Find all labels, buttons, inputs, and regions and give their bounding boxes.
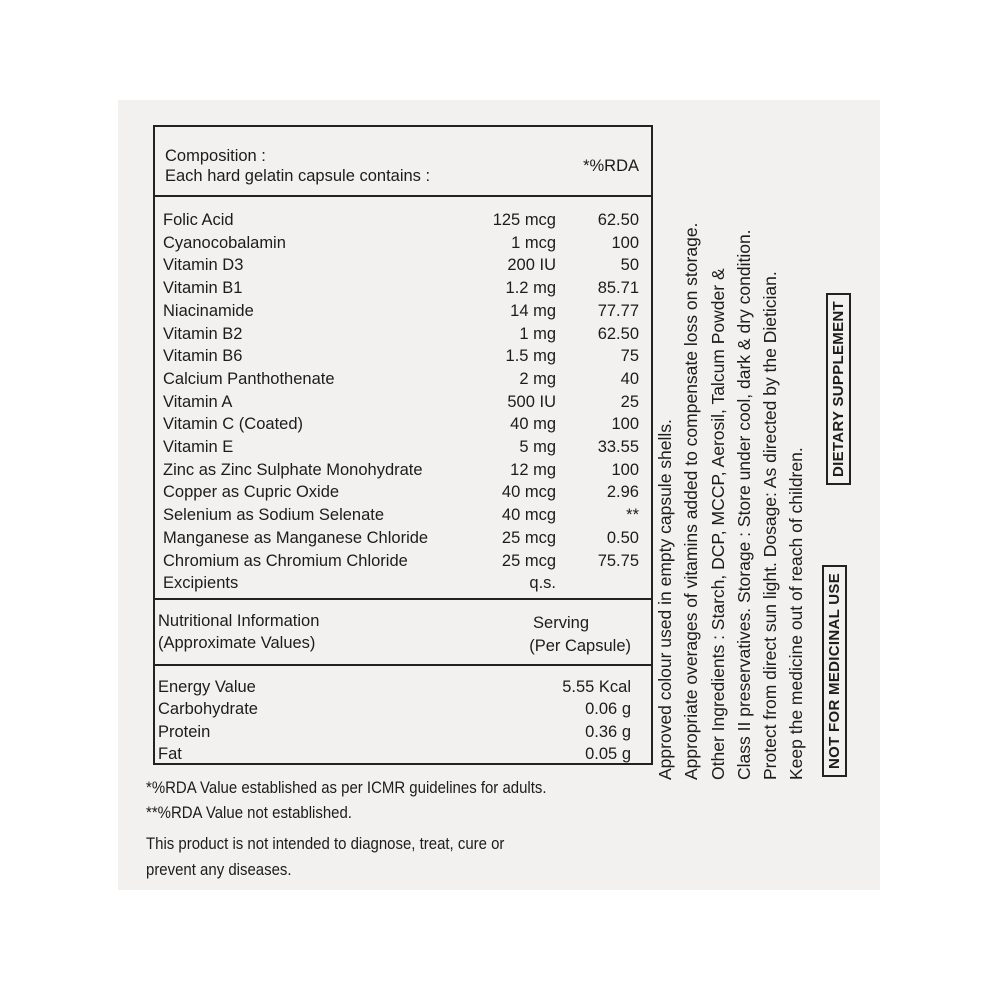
nutrition-row <box>155 698 651 721</box>
side-text-line: Approved colour used in empty capsule shells. <box>655 419 675 780</box>
ingredient-name: Vitamin C (Coated) <box>163 415 304 434</box>
nutrition-row <box>155 743 651 766</box>
composition-row <box>155 436 651 459</box>
disclaimer-line1: This product is not intended to diagnose, treat, cure or <box>146 834 505 853</box>
ingredient-name: Copper as Cupric Oxide <box>163 483 340 502</box>
nutrient-name: Protein <box>158 722 211 741</box>
ingredient-dose: 500 IU <box>507 392 556 411</box>
serving-line2: (Per Capsule) <box>529 637 631 655</box>
ingredient-rda: 75 <box>620 347 639 366</box>
composition-row <box>155 345 651 368</box>
ingredient-dose: 40 mg <box>510 415 556 434</box>
side-text-block <box>652 120 810 780</box>
composition-row <box>155 368 651 391</box>
ingredient-dose: 1 mg <box>519 324 556 343</box>
nutrient-value: 0.06 g <box>585 700 631 719</box>
ingredient-rda: 100 <box>611 460 639 479</box>
composition-row <box>155 254 651 277</box>
ingredient-rda: 62.50 <box>597 211 639 229</box>
ingredient-rda: 62.50 <box>597 324 639 343</box>
composition-row <box>155 572 651 595</box>
ingredient-rda: 0.50 <box>606 528 639 547</box>
ingredient-rda: 25 <box>620 392 639 411</box>
composition-row <box>155 459 651 482</box>
divider <box>155 598 651 600</box>
ingredient-name: Chromium as Chromium Chloride <box>163 551 408 570</box>
divider <box>155 195 651 197</box>
composition-heading: Composition : <box>165 147 266 165</box>
ingredient-rda: 75.75 <box>597 551 639 570</box>
composition-row <box>155 504 651 527</box>
composition-row <box>155 550 651 573</box>
ingredient-name: Vitamin E <box>163 438 234 456</box>
ingredient-rda: 85.71 <box>597 279 639 298</box>
rda-not-established-footnote: **%RDA Value not established. <box>146 803 352 822</box>
composition-row <box>155 481 651 504</box>
side-text-line: Appropriate overages of vitamins added to compensate loss on storage. <box>681 222 702 780</box>
ingredient-name: Vitamin B2 <box>163 324 243 343</box>
ingredient-rda: 50 <box>620 256 639 275</box>
ingredient-rda: 100 <box>611 415 639 434</box>
ingredient-dose: 25 mcg <box>501 528 556 547</box>
nutrition-row <box>155 676 651 699</box>
nutrition-heading-line2: (Approximate Values) <box>158 634 316 652</box>
rda-header: *%RDA <box>583 157 639 175</box>
ingredient-name: Vitamin D3 <box>163 256 244 275</box>
ingredient-rda: ** <box>626 506 639 525</box>
ingredient-dose: 40 mcg <box>501 483 556 502</box>
composition-row <box>155 527 651 550</box>
rda-footnote: *%RDA Value established as per ICMR guidelines for adults. <box>146 778 547 797</box>
ingredient-dose: 200 IU <box>507 256 556 275</box>
ingredient-dose: 125 mcg <box>492 211 556 229</box>
ingredient-name: Excipients <box>163 574 239 593</box>
ingredient-dose: q.s. <box>529 574 556 593</box>
ingredient-dose: 12 mg <box>510 460 556 479</box>
ingredient-rda: 40 <box>620 369 639 388</box>
nutrient-name: Fat <box>158 744 182 763</box>
ingredient-dose: 25 mcg <box>501 551 556 570</box>
nutrition-row <box>155 721 651 744</box>
ingredient-dose: 1.2 mg <box>505 279 556 298</box>
composition-row <box>155 391 651 414</box>
composition-subheading: Each hard gelatin capsule contains : <box>165 167 431 185</box>
ingredient-dose: 2 mg <box>519 369 556 388</box>
ingredient-name: Zinc as Zinc Sulphate Monohydrate <box>163 460 423 479</box>
ingredient-dose: 1 mcg <box>511 233 556 252</box>
ingredient-name: Niacinamide <box>163 301 254 320</box>
ingredient-dose: 40 mcg <box>501 506 556 525</box>
ingredient-rda: 33.55 <box>597 438 639 456</box>
composition-row <box>155 209 651 232</box>
composition-row <box>155 277 651 300</box>
not-medicinal-stamp: NOT FOR MEDICINAL USE <box>822 565 847 777</box>
nutrient-name: Carbohydrate <box>158 700 258 719</box>
ingredient-dose: 5 mg <box>519 438 556 456</box>
ingredient-name: Manganese as Manganese Chloride <box>163 528 429 547</box>
ingredient-name: Folic Acid <box>163 211 234 229</box>
divider <box>155 664 651 666</box>
ingredient-name: Calcium Panthothenate <box>163 369 335 388</box>
nutrient-value: 0.05 g <box>585 744 631 763</box>
ingredient-rda: 2.96 <box>606 483 639 502</box>
nutrition-heading-line1: Nutritional Information <box>158 612 320 630</box>
ingredient-dose: 14 mg <box>510 301 556 320</box>
side-text-line: Protect from direct sun light. Dosage: As directed by the Dietician. <box>760 271 781 780</box>
nutrient-value: 0.36 g <box>585 722 631 741</box>
dietary-supplement-stamp: DIETARY SUPPLEMENT <box>826 293 851 485</box>
ingredient-dose: 1.5 mg <box>505 347 556 366</box>
ingredient-name: Cyanocobalamin <box>163 233 286 252</box>
nutrient-name: Energy Value <box>158 678 256 696</box>
composition-row <box>155 232 651 255</box>
composition-row <box>155 413 651 436</box>
ingredient-name: Vitamin A <box>163 392 233 411</box>
composition-row <box>155 300 651 323</box>
side-text-line: Class II preservatives. Storage : Store under cool, dark & dry condition. <box>733 229 754 780</box>
ingredient-name: Vitamin B1 <box>163 279 243 298</box>
composition-table <box>153 125 653 765</box>
ingredient-rda: 77.77 <box>597 301 639 320</box>
side-text-line: Keep the medicine out of reach of children. <box>786 447 807 780</box>
ingredient-name: Selenium as Sodium Selenate <box>163 506 385 525</box>
composition-row <box>155 323 651 346</box>
disclaimer-line2: prevent any diseases. <box>146 860 292 879</box>
nutrient-value: 5.55 Kcal <box>562 678 631 696</box>
ingredient-rda: 100 <box>611 233 639 252</box>
side-text-line: Other Ingredients : Starch, DCP, MCCP, Aerosil, Talcum Powder & <box>707 268 728 780</box>
serving-line1: Serving <box>533 614 589 632</box>
ingredient-name: Vitamin B6 <box>163 347 243 366</box>
